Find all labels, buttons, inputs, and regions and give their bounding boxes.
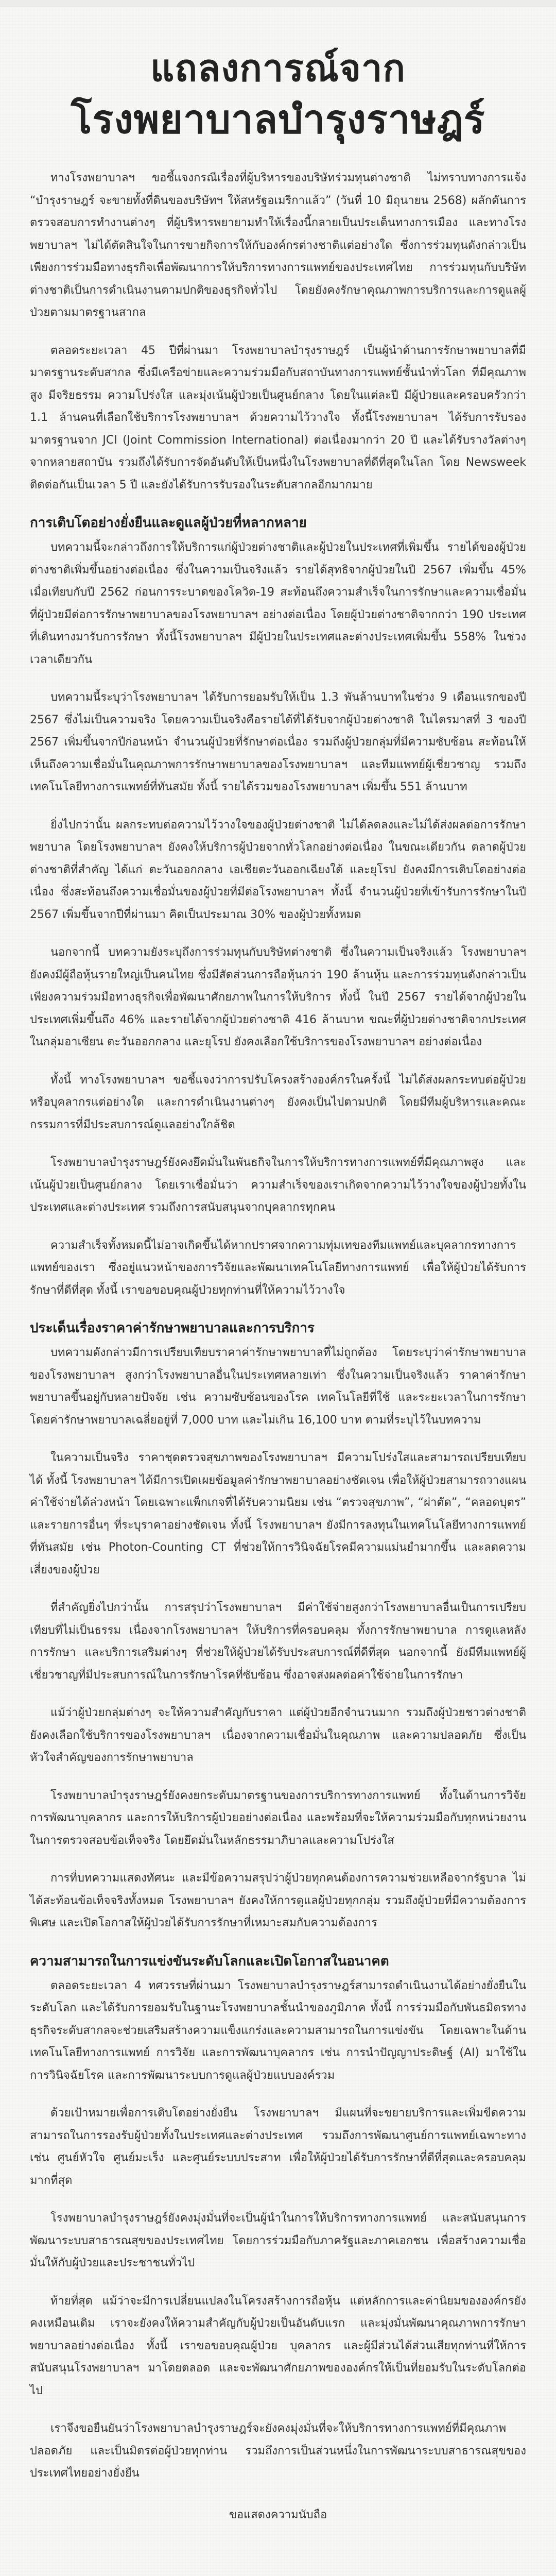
body-paragraph: โรงพยาบาลบำรุงราษฎร์ยังคงยกระดับมาตรฐานของการบริการทางการแพทย์ ทั้งในด้านการวิจัย การพัฒนาบุคลากร และการให้บริการผู้ป่วยอย่างต่อเนื่อง และพร้อมที่จะให้ความร่วมมือกับทุกหน่วยงานในการตรวจสอบข้อเท็จจริง โดยยึดมั่นในหลักธรรมาภิบาลและความโปร่งใส — [30, 1789, 526, 1847]
body-paragraph: ท้ายที่สุด แม้ว่าจะมีการเปลี่ยนแปลงในโครงสร้างการถือหุ้น แต่หลักการและค่านิยมขององค์กรยังคงเหมือนเดิม เราจะยังคงให้ความสำคัญกับผู้ป่วยเป็นอันดับแรก และมุ่งมั่นพัฒนาคุณภาพการรักษาพยาบาลอย่างต่อเนื่อง ทั้งนี้ เราขอขอบคุณผู้ป่วย บุคลากร และผู้มีส่วนได้ส่วนเสียทุกท่านที่ให้การสนับสนุนโรงพยาบาลฯ มาโดยตลอด และจะพัฒนาศักยภาพขององค์กรให้เป็นที่ยอมรับในระดับโลกต่อไป — [30, 2294, 526, 2397]
header — [0, 7, 556, 146]
top-border — [0, 0, 556, 7]
body-paragraph: ตลอดระยะเวลา 4 ทศวรรษที่ผ่านมา โรงพยาบาลบำรุงราษฎร์สามารถดำเนินงานได้อย่างยั่งยืนในระดับโลก และได้รับการยอมรับในฐานะโรงพยาบาลชั้นนำของภูมิภาค ทั้งนี้ การร่วมมือกับพันธมิตรทางธุรกิจระดับสากลจะช่วยเสริมสร้างความแข็งแกร่งและความสามารถในการแข่งขัน โดยเฉพาะในด้านเทคโนโลยีทางการแพทย์ การวิจัย และการพัฒนาบุคลากร เช่น การนำปัญญาประดิษฐ์ (AI) มาใช้ในการวินิจฉัยโรค และการพัฒนาระบบการดูแลผู้ป่วยแบบองค์รวม — [30, 1979, 526, 2082]
body-paragraph: บทความนี้ระบุว่าโรงพยาบาลฯ ได้รับการยอมรับให้เป็น 1.3 พันล้านบาทในช่วง 9 เดือนแรกของปี 2567 ซึ่งไม่เป็นความจริง โดยความเป็นจริงคือรายได้ที่ได้รับจากผู้ป่วยต่างชาติ ในไตรมาสที่ 3 ของปี 2567 เพิ่มขึ้นจากปีก่อนหน้า จำนวนผู้ป่วยที่รักษาต่อเนื่อง รวมถึงผู้ป่วยกลุ่มที่มีความซับซ้อน สะท้อนให้เห็นถึงความเชื่อมั่นในคุณภาพการรักษาพยาบาลของโรงพยาบาลฯ และทีมแพทย์ผู้เชี่ยวชาญ รวมถึงเทคโนโลยีทางการแพทย์ที่ทันสมัย ทั้งนี้ รายได้รวมของโรงพยาบาลฯ เพิ่มขึ้น 551 ล้านบาท — [30, 691, 526, 793]
body-paragraph: โรงพยาบาลบำรุงราษฎร์ยังคงยึดมั่นในพันธกิจในการให้บริการทางการแพทย์ที่มีคุณภาพสูง และเน้นผู้ป่วยเป็นศูนย์กลาง โดยเราเชื่อมั่นว่า ความสำเร็จของเราเกิดจากความไว้วางใจของผู้ป่วยทั้งในประเทศและต่างประเทศ รวมถึงการสนับสนุนจากบุคลากรทุกคน — [30, 1156, 526, 1214]
body-paragraph: บทความนี้จะกล่าวถึงการให้บริการแก่ผู้ป่วยต่างชาติและผู้ป่วยในประเทศที่เพิ่มขึ้น รายได้ของผู้ป่วยต่างชาติเพิ่มขึ้นอย่างต่อเนื่อง ซึ่งในความเป็นจริงแล้ว รายได้สุทธิจากผู้ป่วยในปี 2567 เพิ่มขึ้น 45% เมื่อเทียบกับปี 2562 ก่อนการระบาดของโควิด-19 สะท้อนถึงความสำเร็จในการรักษาและความเชื่อมั่นที่ผู้ป่วยมีต่อการรักษาพยาบาลของโรงพยาบาลฯ อย่างต่อเนื่อง โดยผู้ป่วยต่างชาติจากกว่า 190 ประเทศที่เดินทางมารับการรักษา ทั้งนี้โรงพยาบาลฯ มีผู้ป่วยในประเทศและต่างประเทศเพิ่มขึ้น 558% ในช่วงเวลาเดียวกัน — [30, 541, 526, 666]
body-paragraph: แม้ว่าผู้ป่วยกลุ่มต่างๆ จะให้ความสำคัญกับราคา แต่ผู้ป่วยอีกจำนวนมาก รวมถึงผู้ป่วยชาวต่างชาติ ยังคงเลือกใช้บริการของโรงพยาบาลฯ เนื่องจากความเชื่อมั่นในคุณภาพ และความปลอดภัย ซึ่งเป็นหัวใจสำคัญของการรักษาพยาบาล — [30, 1706, 526, 1764]
section-heading: การเติบโตอย่างยั่งยืนและดูแลผู้ป่วยที่หลากหลาย — [30, 515, 307, 531]
body-paragraph: ความสำเร็จทั้งหมดนี้ไม่อาจเกิดขึ้นได้หากปราศจากความทุ่มเทของทีมแพทย์และบุคลากรทางการแพทย์ของเรา ซึ่งอยู่แนวหน้าของการวิจัยและพัฒนาเทคโนโลยีทางการแพทย์ เพื่อให้ผู้ป่วยได้รับการรักษาที่ดีที่สุด ทั้งนี้ เราขอขอบคุณผู้ป่วยทุกท่านที่ให้ความไว้วางใจ — [30, 1239, 526, 1297]
body-paragraph: ทั้งนี้ ทางโรงพยาบาลฯ ขอชี้แจงว่าการปรับโครงสร้างองค์กรในครั้งนี้ ไม่ได้ส่งผลกระทบต่อผู้ป่วยหรือบุคลากรแต่อย่างใด และการดำเนินงานต่างๆ ยังคงเป็นไปตามปกติ โดยมีทีมผู้บริหารและคณะกรรมการที่มีประสบการณ์ดูแลอย่างใกล้ชิด — [30, 1073, 526, 1131]
body-paragraph: การที่บทความแสดงทัศนะ และมีข้อความสรุปว่าผู้ป่วยทุกคนต้องการความช่วยเหลือจากรัฐบาล ไม่ได้สะท้อนข้อเท็จจริงทั้งหมด โรงพยาบาลฯ ยังคงให้การดูแลผู้ป่วยทุกกลุ่ม รวมถึงผู้ป่วยที่มีความต้องการพิเศษ และเปิดโอกาสให้ผู้ป่วยได้รับการรักษาที่เหมาะสมกับความต้องการ — [30, 1872, 526, 1929]
title-line-1: แถลงการณ์จาก — [150, 46, 406, 90]
closing-text: ขอแสดงความนับถือ — [229, 2508, 327, 2521]
section-heading: ประเด็นเรื่องราคาค่ารักษาพยาบาลและการบริการ — [30, 1320, 315, 1336]
section-heading: ความสามารถในการแข่งขันระดับโลกและเปิดโอกาสในอนาคต — [30, 1953, 389, 1969]
body-paragraph: ด้วยเป้าหมายเพื่อการเติบโตอย่างยั่งยืน โรงพยาบาลฯ มีแผนที่จะขยายบริการและเพิ่มขีดความสามารถในการรองรับผู้ป่วยทั้งในประเทศและต่างประเทศ รวมถึงการพัฒนาศูนย์การแพทย์เฉพาะทาง เช่น ศูนย์หัวใจ ศูนย์มะเร็ง และศูนย์ระบบประสาท เพื่อให้ผู้ป่วยได้รับการรักษาที่ดีที่สุดและครอบคลุมมากที่สุด — [30, 2107, 526, 2187]
statement-body — [0, 146, 556, 2485]
body-paragraph: ในความเป็นจริง ราคาชุดตรวจสุขภาพของโรงพยาบาลฯ มีความโปร่งใสและสามารถเปรียบเทียบได้ ทั้งนี้ โรงพยาบาลฯ ได้มีการเปิดเผยข้อมูลค่ารักษาพยาบาลอย่างชัดเจน เพื่อให้ผู้ป่วยสามารถวางแผนค่าใช้จ่ายได้ล่วงหน้า โดยเฉพาะแพ็กเกจที่ได้รับความนิยม เช่น “ตรวจสุขภาพ”, “ผ่าตัด”, “คลอดบุตร” และรายการอื่นๆ ที่ระบุราคาอย่างชัดเจน ทั้งนี้ โรงพยาบาลฯ ยังมีการลงทุนในเทคโนโลยีทางการแพทย์ที่ทันสมัย เช่น Photon-Counting CT ที่ช่วยให้การวินิจฉัยโรคมีความแม่นยำมากขึ้น และลดความเสี่ยงของผู้ป่วย — [30, 1451, 526, 1577]
title-line-2: โรงพยาบาลบำรุงราษฎร์ — [71, 96, 485, 142]
body-paragraph: เราจึงขอยืนยันว่าโรงพยาบาลบำรุงราษฎร์จะยังคงมุ่งมั่นที่จะให้บริการทางการแพทย์ที่มีคุณภาพ ปลอดภัย และเป็นมิตรต่อผู้ป่วยทุกท่าน รวมถึงการเป็นส่วนหนึ่งในการพัฒนาระบบสาธารณสุขของประเทศไทยอย่างยั่งยืน — [30, 2422, 526, 2480]
body-paragraph: ทางโรงพยาบาลฯ ขอชี้แจงกรณีเรื่องที่ผู้บริหารของบริษัทร่วมทุนต่างชาติ ไม่ทราบทางการแจ้ง “บำรุงราษฎร์ จะขายทั้งที่ดินของบริษัทฯ ให้สหรัฐอเมริกาแล้ว” (วันที่ 10 มิถุนายน 2568) ผลักดันการตรวจสอบการทำงานต่างๆ ที่ผู้บริหารพยายามทำให้เรื่องนี้กลายเป็นประเด็นทางการเมือง และทางโรงพยาบาลฯ ไม่ได้ตัดสินใจในการขายกิจการให้กับองค์กรต่างชาติแต่อย่างใด ซึ่งการร่วมทุนดังกล่าวเป็นเพียงการร่วมมือทางธุรกิจเพื่อพัฒนาการให้บริการทางการแพทย์ของประเทศไทย การร่วมทุนกับบริษัทต่างชาติเป็นการดำเนินงานตามปกติของธุรกิจทั่วไป โดยยังคงรักษาคุณภาพการบริการและการดูแลผู้ป่วยตามมาตรฐานสากล — [30, 172, 526, 319]
body-paragraph: โรงพยาบาลบำรุงราษฎร์ยังคงมุ่งมั่นที่จะเป็นผู้นำในการให้บริการทางการแพทย์ และสนับสนุนการพัฒนาระบบสาธารณสุขของประเทศไทย โดยการร่วมมือกับภาครัฐและภาคเอกชน เพื่อสร้างความเชื่อมั่นให้กับผู้ป่วยและประชาชนทั่วไป — [30, 2212, 526, 2269]
body-paragraph: นอกจากนี้ บทความยังระบุถึงการร่วมทุนกับบริษัทต่างชาติ ซึ่งในความเป็นจริงแล้ว โรงพยาบาลฯ ยังคงมีผู้ถือหุ้นรายใหญ่เป็นคนไทย ซึ่งมีสัดส่วนการถือหุ้นกว่า 190 ล้านหุ้น และการร่วมทุนดังกล่าวเป็นเพียงความร่วมมือทางธุรกิจเพื่อพัฒนาศักยภาพในการให้บริการ ทั้งนี้ ในปี 2567 รายได้จากผู้ป่วยในประเทศเพิ่มขึ้นถึง 46% และรายได้จากผู้ป่วยต่างชาติ 416 ล้านบาท ขณะที่ผู้ป่วยต่างชาติจากประเทศในกลุ่มอาเซียน ตะวันออกกลาง และยุโรป ยังคงเลือกใช้บริการของโรงพยาบาลฯ อย่างต่อเนื่อง — [30, 946, 526, 1048]
body-paragraph: ที่สำคัญยิ่งไปกว่านั้น การสรุปว่าโรงพยาบาลฯ มีค่าใช้จ่ายสูงกว่าโรงพยาบาลอื่นเป็นการเปรียบเทียบที่ไม่เป็นธรรม เนื่องจากโรงพยาบาลฯ ให้บริการที่ครอบคลุม ทั้งการรักษาพยาบาล การดูแลหลังการรักษา และบริการเสริมต่างๆ ที่ช่วยให้ผู้ป่วยได้รับประสบการณ์ที่ดีที่สุด นอกจากนี้ ยังมีทีมแพทย์ผู้เชี่ยวชาญที่มีประสบการณ์ในการรักษาโรคที่ซับซ้อน ซึ่งอาจส่งผลต่อค่าใช้จ่ายในการรักษา — [30, 1601, 526, 1682]
body-paragraph: ยิ่งไปกว่านั้น ผลกระทบต่อความไว้วางใจของผู้ป่วยต่างชาติ ไม่ได้ลดลงและไม่ได้ส่งผลต่อการรักษาพยาบาล โดยโรงพยาบาลฯ ยังคงให้บริการผู้ป่วยจากทั่วโลกอย่างต่อเนื่อง ในขณะเดียวกัน ตลาดผู้ป่วยต่างชาติที่สำคัญ ได้แก่ ตะวันออกกลาง เอเชียตะวันออกเฉียงใต้ และยุโรป ยังคงมีการเติบโตอย่างต่อเนื่อง ซึ่งสะท้อนถึงความเชื่อมั่นของผู้ป่วยที่มีต่อโรงพยาบาลฯ ทั้งนี้ จำนวนผู้ป่วยที่เข้ารับการรักษาในปี 2567 เพิ่มขึ้นจากปีที่ผ่านมา คิดเป็นประมาณ 30% ของผู้ป่วยทั้งหมด — [30, 818, 526, 921]
body-paragraph: ตลอดระยะเวลา 45 ปีที่ผ่านมา โรงพยาบาลบำรุงราษฎร์ เป็นผู้นำด้านการรักษาพยาบาลที่มีมาตรฐานระดับสากล ซึ่งมีเครือข่ายและความร่วมมือกับสถาบันทางการแพทย์ชั้นนำทั่วโลก ที่มีคุณภาพสูง มีจริยธรรม ความโปร่งใส และมุ่งเน้นผู้ป่วยเป็นศูนย์กลาง โดยในแต่ละปี มีผู้ป่วยและครอบครัวกว่า 1.1 ล้านคนที่เลือกใช้บริการโรงพยาบาลฯ ด้วยความไว้วางใจ ทั้งนี้โรงพยาบาลฯ ได้รับการรับรองมาตรฐานจาก JCI (Joint Commission International) ต่อเนื่องมากว่า 20 ปี และได้รับรางวัลต่างๆ จากหลายสถาบัน รวมถึงได้รับการจัดอันดับให้เป็นหนึ่งในโรงพยาบาลที่ดีที่สุดในโลก โดย Newsweek ติดต่อกันเป็นเวลา 5 ปี และยังได้รับการรับรองในระดับสากลอีกมากมาย — [30, 344, 526, 492]
body-paragraph: บทความดังกล่าวมีการเปรียบเทียบราคาค่ารักษาพยาบาลที่ไม่ถูกต้อง โดยระบุว่าค่ารักษาพยาบาลของโรงพยาบาลฯ สูงกว่าโรงพยาบาลอื่นในประเทศหลายเท่า ซึ่งในความเป็นจริงแล้ว ราคาค่ารักษาพยาบาลขึ้นอยู่กับหลายปัจจัย เช่น ความซับซ้อนของโรค เทคโนโลยีที่ใช้ และระยะเวลาในการรักษา โดยค่ารักษาพยาบาลเฉลี่ยอยู่ที่ 7,000 บาท และไม่เกิน 16,100 บาท ตามที่ระบุไว้ในบทความ — [30, 1346, 526, 1427]
